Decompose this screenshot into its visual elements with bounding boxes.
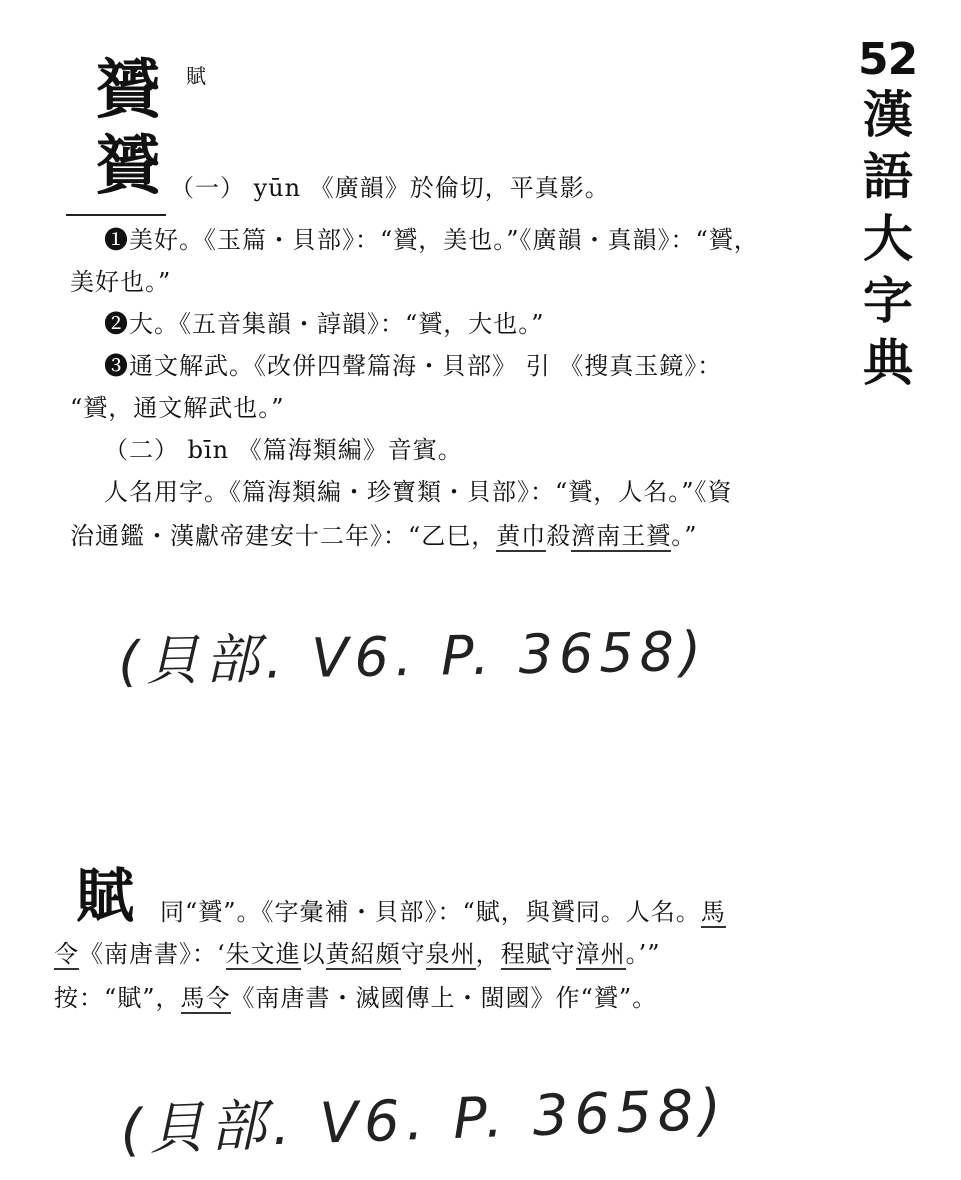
proper-noun-underlined: 令 <box>54 940 79 968</box>
entry-2-text: ， <box>475 940 501 968</box>
handwritten-note: (貝部. V6. P. 3658) <box>119 1077 729 1164</box>
proper-noun-underlined: 黄紹頗 <box>325 940 401 968</box>
dict-title-char: 語 <box>863 147 913 206</box>
entry-2-text: 。’” <box>625 940 661 968</box>
reading-2: （二） bīn 《篇海類編》音賓。 <box>104 436 463 464</box>
entry-2-text: 守 <box>400 940 426 968</box>
entry-2-text: 《南唐書》：‘ <box>79 940 226 968</box>
proper-noun-underlined: 漳州 <box>575 940 626 968</box>
sense-2-marker: ❷ <box>104 310 129 338</box>
dict-title-char: 典 <box>863 333 913 392</box>
name-usage-line-1: 人名用字。《篇海類編・珍寶類・貝部》：“贇，人名。”《資 <box>104 478 733 506</box>
proper-noun-underlined: 黄巾 <box>496 522 547 550</box>
entry-2-text: 守 <box>550 940 576 968</box>
sense-3-line-1 <box>104 350 722 382</box>
name-usage-line-2 <box>70 520 698 552</box>
sense-2-text: 大。《五音集韻・諄韻》：“贇，大也。” <box>129 310 545 338</box>
headword-main: 贇 <box>96 129 160 204</box>
sense-2-line <box>104 308 545 340</box>
citation-text: 。” <box>671 522 698 550</box>
reading-1: （一） yūn 《廣韻》於倫切，平真影。 <box>170 174 610 202</box>
entry-2-line-1 <box>160 896 726 928</box>
entry-2-text: 以 <box>300 940 326 968</box>
proper-noun-underlined: 馬令 <box>180 984 231 1012</box>
handwritten-note: (貝部. V6. P. 3658) <box>117 619 708 694</box>
entry-2-line-3 <box>54 982 657 1014</box>
page-number: 52 <box>858 34 918 85</box>
entry-2-text: 按：“賦”， <box>54 984 181 1012</box>
dict-title-char: 字 <box>863 271 913 330</box>
headword-top: 贇 <box>96 53 160 128</box>
dictionary-title <box>858 84 918 394</box>
citation-text: 治通鑑・漢獻帝建安十二年》：“乙巳， <box>70 522 497 550</box>
sense-1-text: 美好。《玉篇・貝部》：“贇，美也。”《廣韻・真韻》：“贇， <box>129 226 759 254</box>
headword-variant-note: 賦 <box>186 64 206 88</box>
sense-1-line-2: 美好也。” <box>70 268 172 296</box>
proper-noun-underlined: 濟南王贇 <box>571 522 672 550</box>
proper-noun-underlined: 馬 <box>700 898 726 926</box>
sense-3-marker: ❸ <box>104 352 129 380</box>
headword-rule <box>66 214 166 216</box>
sense-3-text: 通文解武。《改併四聲篇海・貝部》 引 《搜真玉鏡》： <box>129 352 723 380</box>
proper-noun-underlined: 朱文進 <box>225 940 301 968</box>
dict-title-char: 大 <box>863 209 913 268</box>
sense-3-line-2: “贇，通文解武也。” <box>70 394 285 422</box>
headword-entry-2: 賦 <box>76 862 135 930</box>
dict-title-char: 漢 <box>863 85 913 144</box>
proper-noun-underlined: 泉州 <box>425 940 476 968</box>
entry-2-line-2 <box>54 938 661 970</box>
proper-noun-underlined: 程賦 <box>500 940 551 968</box>
entry-2-text: 同“贇”。《字彙補・貝部》：“賦，與贇同。人名。 <box>160 898 701 926</box>
sense-1-line-1 <box>104 224 759 256</box>
entry-2-text: 《南唐書・滅國傳上・閩國》作“贇”。 <box>230 984 658 1012</box>
citation-text: 殺 <box>546 522 572 550</box>
sense-1-marker: ❶ <box>104 226 129 254</box>
